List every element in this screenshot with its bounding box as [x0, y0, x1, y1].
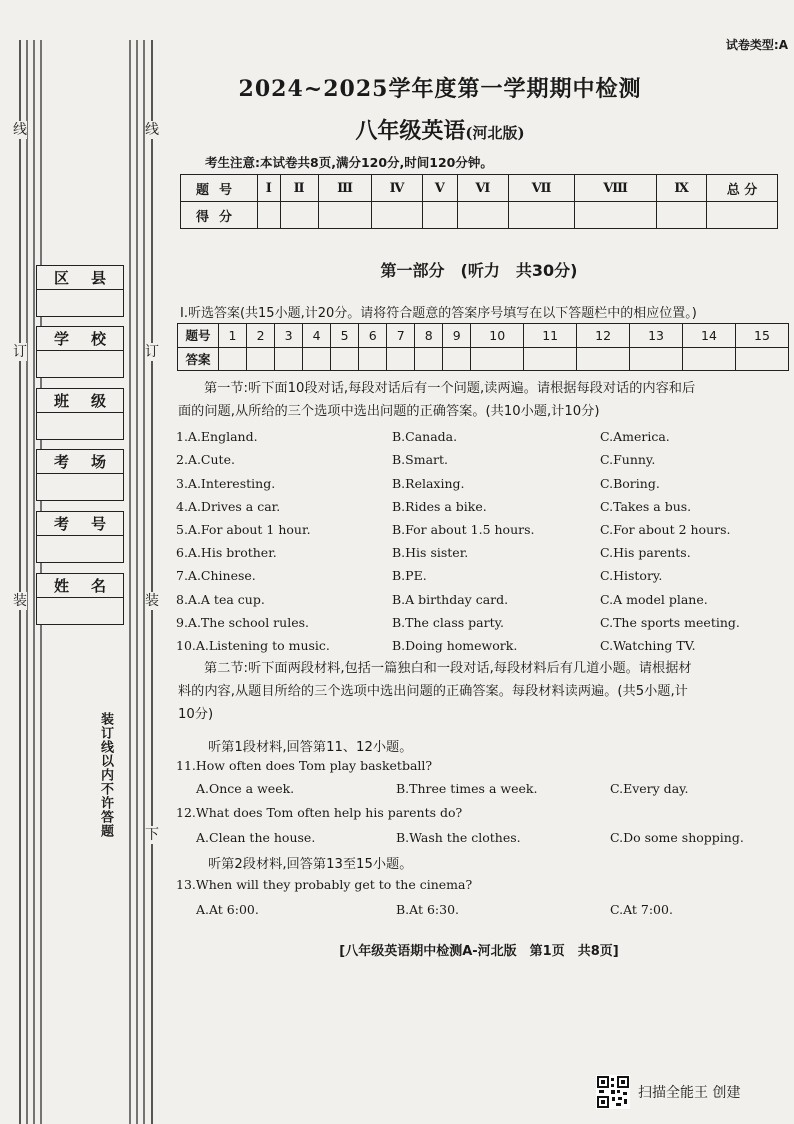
- answer-number: 14: [683, 324, 736, 348]
- answer-cell[interactable]: [303, 347, 331, 371]
- subtitle-edition: (河北版): [465, 124, 525, 142]
- question-row: [176, 522, 786, 542]
- option-c[interactable]: C.His parents.: [600, 545, 691, 560]
- option-c[interactable]: C.Do some shopping.: [610, 830, 744, 845]
- exam-title: 2024~2025学年度第一学期期中检测: [238, 76, 642, 102]
- field-district-char-1: 区: [53, 269, 69, 287]
- page-footer: [八年级英语期中检测A-河北版 第1页 共8页]: [339, 944, 619, 959]
- answer-number: 2: [247, 324, 275, 348]
- score-col: Ⅸ: [657, 175, 707, 202]
- section1-intro-line1: 第一节:听下面10段对话,每段对话后有一个问题,读两遍。请根据每段对话的内容和后: [204, 381, 696, 396]
- answer-table-answer-label: 答案: [178, 347, 219, 371]
- option-b[interactable]: B.PE.: [392, 568, 427, 583]
- answer-cell[interactable]: [735, 347, 788, 371]
- field-exam-room-char-1: 考: [53, 453, 69, 471]
- answer-cell[interactable]: [331, 347, 359, 371]
- answer-table-number-row: [178, 324, 789, 348]
- option-b[interactable]: B.At 6:30.: [396, 902, 460, 917]
- question-row: [176, 545, 786, 565]
- section2-intro-line1: 第二节:听下面两段材料,包括一篇独白和一段对话,每段材料后有几道小题。请根据材: [204, 661, 692, 676]
- answer-cell[interactable]: [219, 347, 247, 371]
- field-class-char-1: 班: [53, 392, 69, 410]
- field-name[interactable]: [36, 573, 124, 625]
- score-table-header-row: [181, 175, 778, 202]
- binding-char-ding-right: 订: [145, 344, 159, 360]
- option-b[interactable]: B.Three times a week.: [396, 781, 538, 796]
- binding-warning-note: 装订线以内不许答题: [98, 712, 113, 838]
- field-school-char-1: 学: [53, 330, 69, 348]
- question-12-options: [176, 830, 786, 850]
- question-row: [176, 568, 786, 588]
- question-13: 13.When will they probably get to the cinema?: [176, 877, 473, 892]
- option-b[interactable]: B.Smart.: [392, 452, 448, 467]
- question-row: [176, 615, 786, 635]
- field-name-char-2: 名: [90, 577, 106, 595]
- field-school[interactable]: [36, 326, 124, 378]
- score-cell[interactable]: [457, 202, 508, 229]
- score-cell[interactable]: [372, 202, 422, 229]
- answer-cell[interactable]: [359, 347, 387, 371]
- field-exam-number[interactable]: [36, 511, 124, 563]
- part1-title: 第一部分 (听力 共30分): [380, 261, 578, 280]
- answer-table-number-label: 题号: [178, 324, 219, 348]
- field-school-char-2: 校: [90, 330, 106, 348]
- answer-number: 7: [387, 324, 415, 348]
- question-row: [176, 476, 786, 496]
- option-a[interactable]: A.Clean the house.: [196, 830, 316, 845]
- option-c[interactable]: C.At 7:00.: [610, 902, 673, 917]
- listen-instruction-1: 听第1段材料,回答第11、12小题。: [208, 740, 413, 755]
- option-a[interactable]: A.At 6:00.: [196, 902, 259, 917]
- option-a[interactable]: A.Once a week.: [196, 781, 295, 796]
- scanner-watermark: [596, 1075, 740, 1109]
- field-exam-room[interactable]: [36, 449, 124, 501]
- qr-code-icon: [596, 1075, 630, 1109]
- answer-cell[interactable]: [387, 347, 415, 371]
- answer-number: 3: [275, 324, 303, 348]
- answer-number: 9: [443, 324, 471, 348]
- field-name-char-1: 姓: [53, 577, 69, 595]
- question-row: [176, 452, 786, 472]
- option-c[interactable]: C.The sports meeting.: [600, 615, 740, 630]
- section1-header: Ⅰ.听选答案(共15小题,计20分。请将符合题意的答案序号填写在以下答题栏中的相应位置。): [180, 306, 697, 321]
- score-cell[interactable]: [422, 202, 457, 229]
- option-a[interactable]: 3.A.Interesting.: [176, 476, 276, 491]
- answer-cell[interactable]: [471, 347, 524, 371]
- watermark-text: 扫描全能王 创建: [638, 1085, 741, 1101]
- answer-cell[interactable]: [443, 347, 471, 371]
- score-col: Ⅷ: [575, 175, 657, 202]
- question-row: [176, 638, 786, 658]
- option-c[interactable]: C.History.: [600, 568, 663, 583]
- question-row: [176, 592, 786, 612]
- exam-type-tag: 试卷类型:A: [725, 38, 788, 52]
- question-13-options: [176, 902, 786, 922]
- answer-number: 12: [577, 324, 630, 348]
- field-exam-room-char-2: 场: [90, 453, 106, 471]
- answer-number: 4: [303, 324, 331, 348]
- option-a[interactable]: 5.A.For about 1 hour.: [176, 522, 311, 537]
- question-11-options: [176, 781, 786, 801]
- score-cell[interactable]: [575, 202, 657, 229]
- option-c[interactable]: C.Boring.: [600, 476, 660, 491]
- binding-char-xian-right: 线: [145, 122, 159, 138]
- score-col: Ⅳ: [372, 175, 422, 202]
- section2-intro-line3: 10分): [178, 707, 214, 722]
- answer-number: 11: [524, 324, 577, 348]
- field-exam-number-char-2: 号: [90, 515, 106, 533]
- binding-strip: [0, 0, 175, 1124]
- option-a[interactable]: 7.A.Chinese.: [176, 568, 256, 583]
- option-c[interactable]: C.Every day.: [610, 781, 689, 796]
- score-col: Ⅱ: [280, 175, 318, 202]
- answer-cell[interactable]: [247, 347, 275, 371]
- section2-intro-line2: 料的内容,从题目所给的三个选项中选出问题的正确答案。每段材料读两遍。(共5小题,计: [178, 684, 688, 699]
- score-col: Ⅲ: [318, 175, 372, 202]
- score-table-header-label: 题号: [181, 175, 258, 202]
- answer-table: [177, 323, 789, 371]
- exam-subtitle: [180, 114, 700, 145]
- answer-number: 6: [359, 324, 387, 348]
- option-c[interactable]: C.Funny.: [600, 452, 656, 467]
- score-cell[interactable]: [258, 202, 281, 229]
- answer-cell[interactable]: [577, 347, 630, 371]
- answer-cell[interactable]: [630, 347, 683, 371]
- binding-char-zhuang-right: 装: [145, 593, 159, 609]
- subtitle-main: 八年级英语: [355, 118, 466, 144]
- score-col-total: 总 分: [707, 175, 778, 202]
- score-col: Ⅵ: [457, 175, 508, 202]
- option-a[interactable]: 10.A.Listening to music.: [176, 638, 330, 653]
- option-b[interactable]: B.Canada.: [392, 429, 458, 444]
- option-b[interactable]: B.For about 1.5 hours.: [392, 522, 535, 537]
- binding-char-zhuang-left: 装: [13, 593, 27, 609]
- score-col: Ⅰ: [258, 175, 281, 202]
- option-c[interactable]: C.For about 2 hours.: [600, 522, 731, 537]
- option-b[interactable]: B.The class party.: [392, 615, 504, 630]
- answer-number: 13: [630, 324, 683, 348]
- option-b[interactable]: B.Doing homework.: [392, 638, 518, 653]
- option-a[interactable]: 6.A.His brother.: [176, 545, 277, 560]
- option-a[interactable]: 2.A.Cute.: [176, 452, 235, 467]
- exam-notice: 考生注意:本试卷共8页,满分120分,时间120分钟。: [205, 155, 493, 170]
- option-c[interactable]: C.Takes a bus.: [600, 499, 692, 514]
- option-c[interactable]: C.A model plane.: [600, 592, 708, 607]
- answer-cell[interactable]: [524, 347, 577, 371]
- binding-char-ding-left: 订: [13, 344, 27, 360]
- score-table-score-row: [181, 202, 778, 229]
- score-col: Ⅶ: [508, 175, 574, 202]
- option-c[interactable]: C.Watching TV.: [600, 638, 696, 653]
- answer-table-answer-row: [178, 347, 789, 371]
- answer-number: 15: [735, 324, 788, 348]
- option-b[interactable]: B.A birthday card.: [392, 592, 509, 607]
- field-exam-number-char-1: 考: [53, 515, 69, 533]
- answer-number: 8: [415, 324, 443, 348]
- binding-char-xia: 下: [145, 827, 159, 843]
- answer-number: 5: [331, 324, 359, 348]
- binding-char-xian-left: 线: [13, 122, 27, 138]
- field-class[interactable]: [36, 388, 124, 440]
- section1-intro-line2: 面的问题,从所给的三个选项中选出问题的正确答案。(共10小题,计10分): [178, 404, 600, 419]
- question-11: 11.How often does Tom play basketball?: [176, 758, 433, 773]
- answer-cell[interactable]: [275, 347, 303, 371]
- option-b[interactable]: B.Wash the clothes.: [396, 830, 521, 845]
- option-b[interactable]: B.Rides a bike.: [392, 499, 487, 514]
- listen-instruction-2: 听第2段材料,回答第13至15小题。: [208, 857, 413, 872]
- answer-number: 10: [471, 324, 524, 348]
- question-row: [176, 499, 786, 519]
- field-class-char-2: 级: [90, 392, 106, 410]
- option-a[interactable]: 8.A.A tea cup.: [176, 592, 265, 607]
- question-row: [176, 429, 786, 449]
- option-b[interactable]: B.Relaxing.: [392, 476, 465, 491]
- score-table-score-label: 得分: [181, 202, 258, 229]
- score-col: Ⅴ: [422, 175, 457, 202]
- field-district-char-2: 县: [90, 269, 106, 287]
- score-cell[interactable]: [657, 202, 707, 229]
- option-a[interactable]: 1.A.England.: [176, 429, 258, 444]
- score-cell-total[interactable]: [707, 202, 778, 229]
- option-b[interactable]: B.His sister.: [392, 545, 469, 560]
- field-district[interactable]: [36, 265, 124, 317]
- question-12: 12.What does Tom often help his parents do?: [176, 805, 463, 820]
- option-a[interactable]: 4.A.Drives a car.: [176, 499, 281, 514]
- option-a[interactable]: 9.A.The school rules.: [176, 615, 309, 630]
- option-c[interactable]: C.America.: [600, 429, 670, 444]
- score-table: [180, 174, 778, 229]
- score-cell[interactable]: [318, 202, 372, 229]
- answer-cell[interactable]: [415, 347, 443, 371]
- answer-number: 1: [219, 324, 247, 348]
- answer-cell[interactable]: [683, 347, 736, 371]
- score-cell[interactable]: [508, 202, 574, 229]
- score-cell[interactable]: [280, 202, 318, 229]
